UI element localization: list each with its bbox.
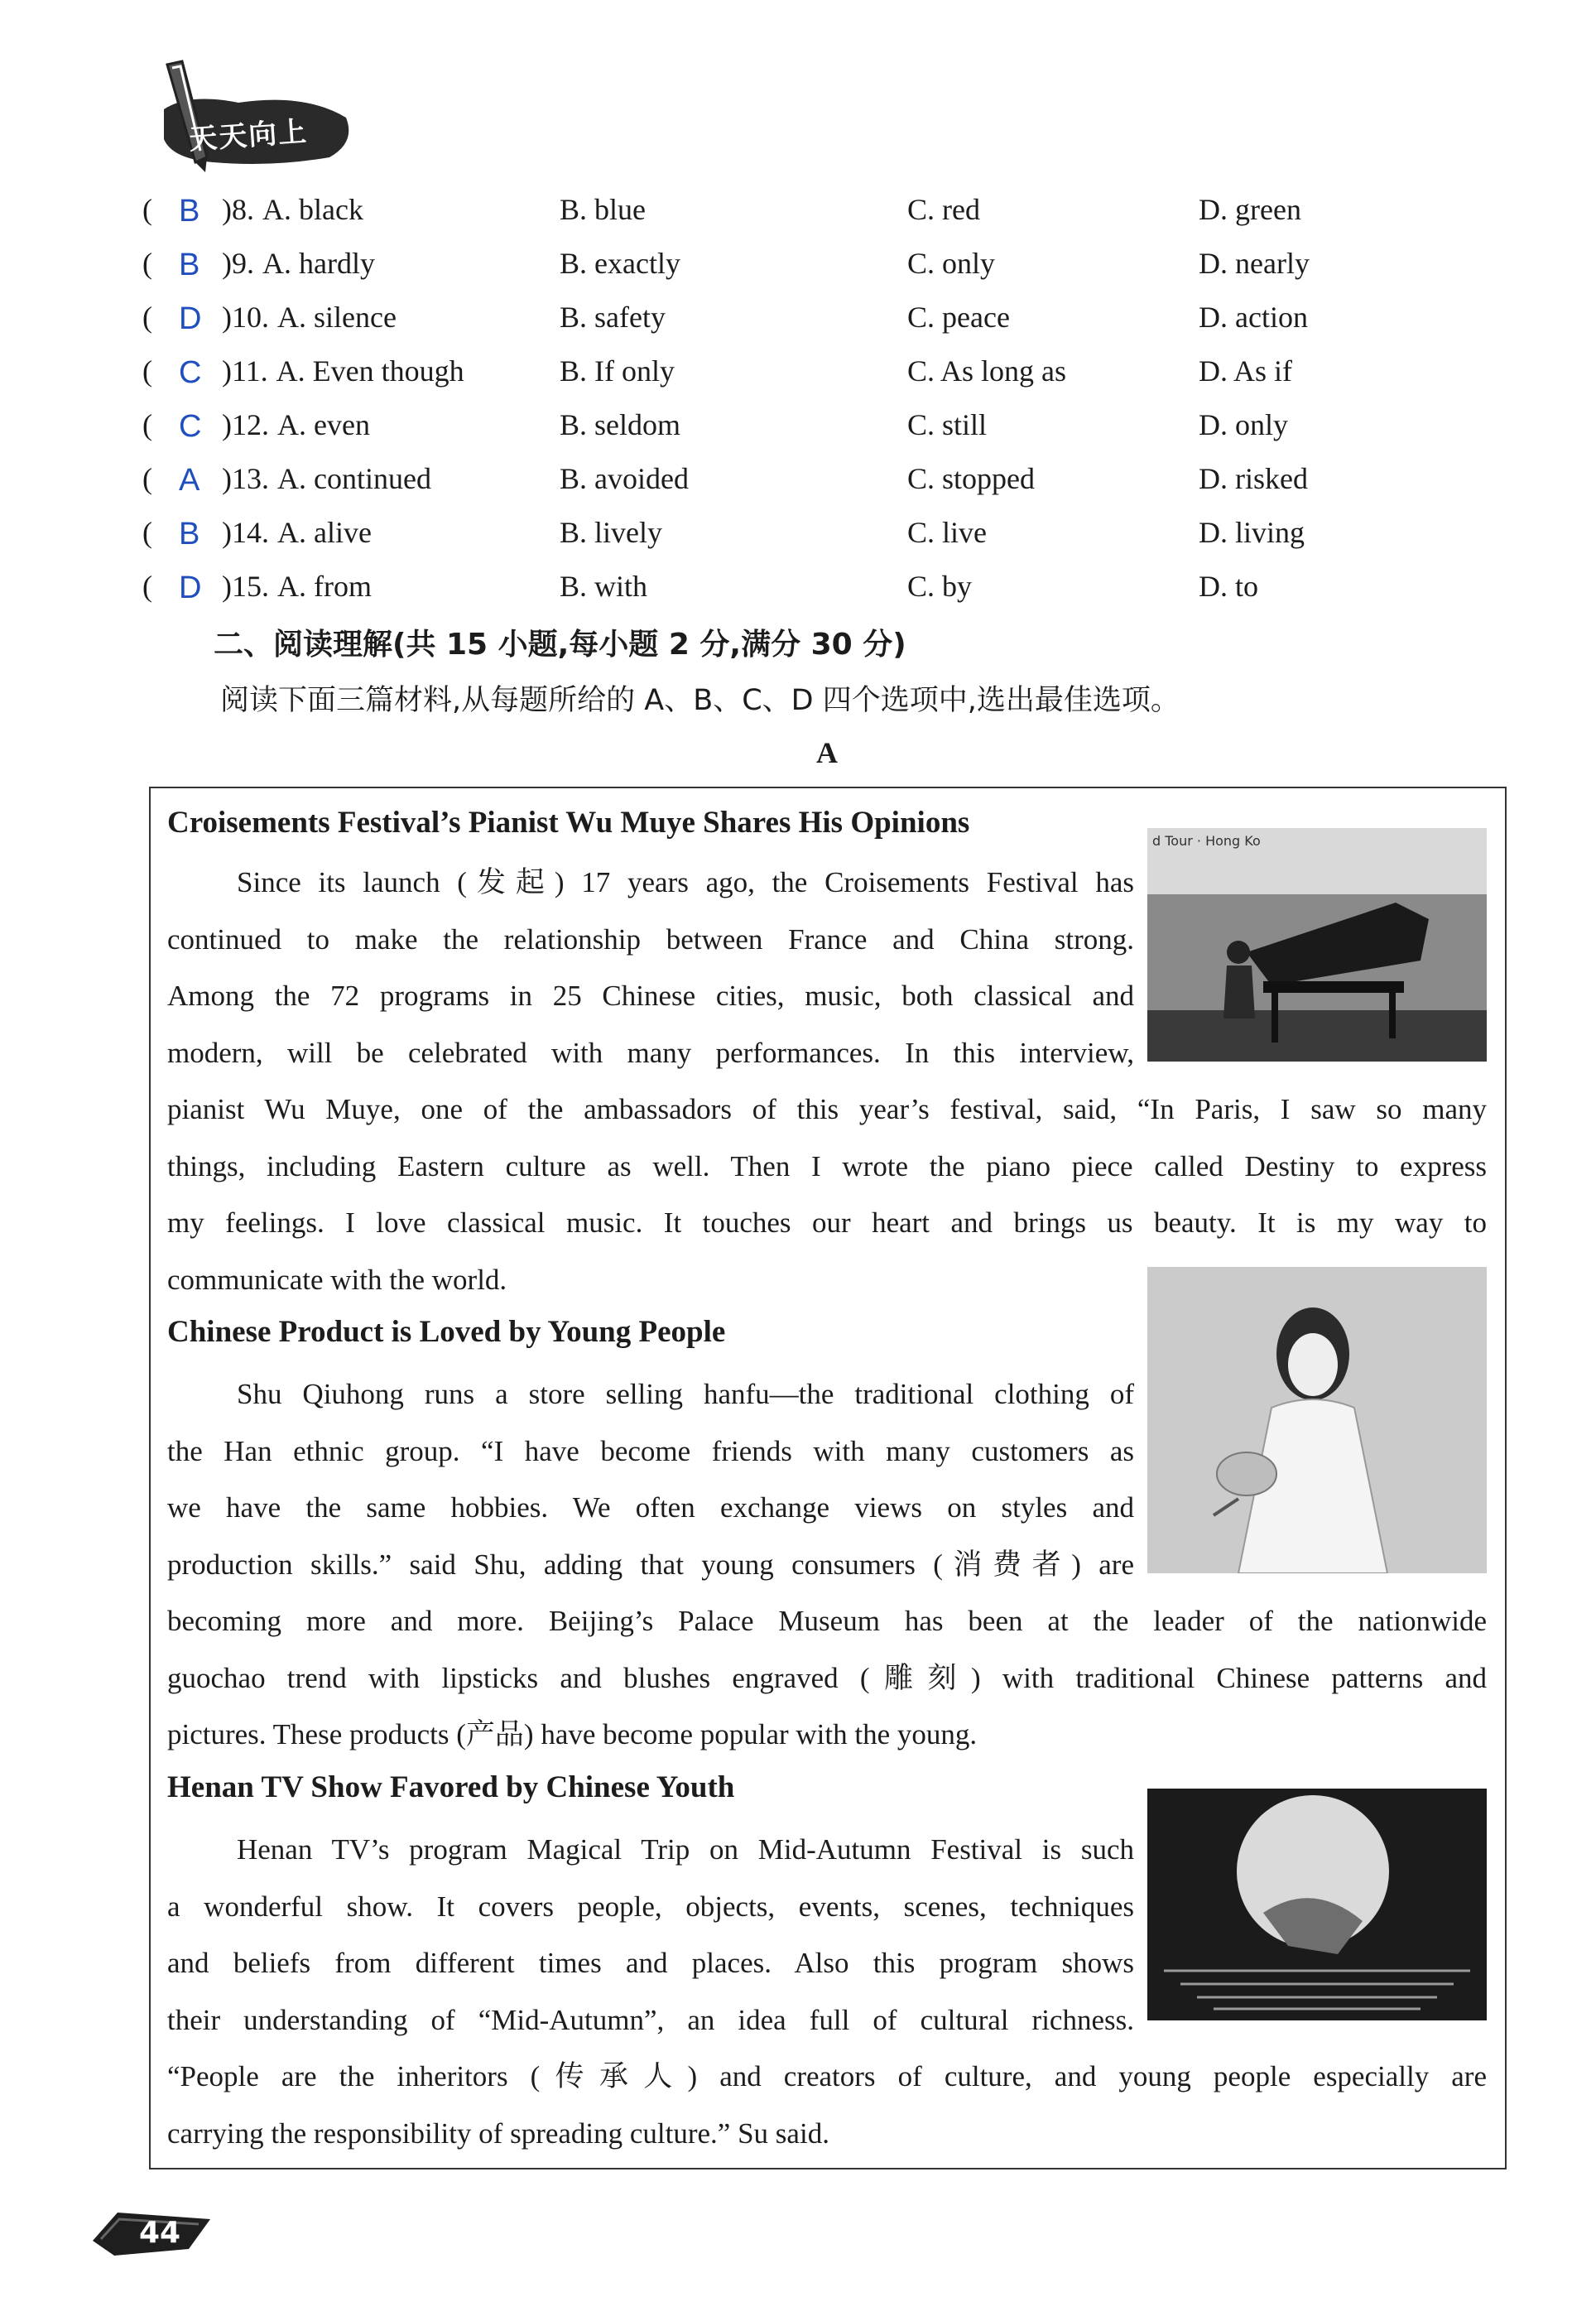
option-d: D. living — [1199, 516, 1305, 549]
text-line: Among the 72 programs in 25 Chinese cities, music, both classical and — [167, 980, 1134, 1012]
option-c: C. still — [907, 408, 988, 441]
text-line: “People are the inheritors (传承人) and creators of culture, and young people especially are — [167, 2060, 1487, 2092]
text-line: carrying the responsibility of spreading culture.” Su said. — [167, 2116, 829, 2150]
text-line: becoming more and more. Beijing’s Palace Museum has been at the leader of the nationwide — [167, 1605, 1487, 1637]
option-a: A. alive — [277, 516, 372, 549]
open-paren: ( — [142, 570, 152, 603]
question-number: )14. — [222, 516, 269, 549]
option-d: D. risked — [1199, 462, 1308, 495]
article-body-2b — [167, 1593, 1487, 1764]
text-line: Since its launch (发起) 17 years ago, the Croisements Festival has — [237, 866, 1134, 898]
question-number-option-a — [222, 407, 370, 442]
option-d: D. only — [1199, 408, 1288, 441]
pianist-photo — [1147, 828, 1487, 1062]
question-row — [142, 461, 1368, 515]
option-b: B. avoided — [560, 462, 689, 495]
question-number: )11. — [222, 354, 268, 388]
page-number: 44 — [139, 2216, 181, 2250]
option-a: A. silence — [277, 301, 397, 334]
question-number: )12. — [222, 408, 269, 441]
option-d: D. green — [1199, 193, 1301, 226]
question-number-option-a — [222, 569, 372, 604]
answer-mark: B — [179, 517, 200, 551]
open-paren: ( — [142, 301, 152, 334]
option-b: B. exactly — [560, 247, 680, 280]
option-c: C. by — [907, 570, 973, 603]
option-d: D. nearly — [1199, 247, 1310, 280]
text-line: the Han ethnic group. “I have become friends with many customers as — [167, 1434, 1134, 1467]
option-b: B. safety — [560, 301, 666, 334]
option-a: A. hardly — [262, 247, 375, 280]
answer-mark: C — [179, 409, 202, 444]
option-a: A. even — [277, 408, 370, 441]
answer-mark: D — [179, 301, 202, 336]
question-number-option-a — [222, 461, 431, 496]
section-title: 二、阅读理解(共 15 小题,每小题 2 分,满分 30 分) — [214, 628, 906, 662]
text-line: their understanding of “Mid-Autumn”, an idea full of cultural richness. — [167, 2003, 1134, 2036]
open-paren: ( — [142, 247, 152, 280]
option-d: D. action — [1199, 301, 1308, 334]
text-line: production skills.” said Shu, adding that young consumers (消费者) are — [167, 1548, 1134, 1581]
text-line: continued to make the relationship between France and China strong. — [167, 922, 1134, 956]
answer-mark: A — [179, 463, 200, 498]
answer-mark: B — [179, 194, 200, 229]
text-line: pictures. These products (产品) have become popular with the young. — [167, 1718, 978, 1750]
open-paren: ( — [142, 408, 152, 441]
option-b: B. blue — [560, 193, 646, 226]
option-b: B. with — [560, 570, 648, 603]
text-line: pianist Wu Muye, one of the ambassadors of this year’s festival, said, “In Paris, I saw so many — [167, 1093, 1487, 1125]
option-b: B. seldom — [560, 408, 681, 441]
question-number-option-a — [222, 246, 375, 281]
option-b: B. lively — [560, 516, 662, 549]
article-title-2: Chinese Product is Loved by Young People — [167, 1315, 726, 1349]
article-body-3b — [167, 2049, 1487, 2162]
question-number-option-a — [222, 192, 363, 227]
question-row — [142, 515, 1368, 569]
photo-caption: d Tour · Hong Ko — [1152, 833, 1261, 849]
question-number-option-a — [222, 515, 372, 550]
option-a: A. black — [262, 193, 363, 226]
logo-text: 天天向上 — [188, 115, 310, 157]
question-number: )8. — [222, 193, 254, 226]
open-paren: ( — [142, 354, 152, 388]
answer-mark: C — [179, 355, 202, 390]
text-line: communicate with the world. — [167, 1263, 507, 1296]
option-c: C. stopped — [907, 462, 1036, 495]
text-line: and beliefs from different times and places. Also this program shows — [167, 1947, 1134, 1979]
open-paren: ( — [142, 462, 152, 495]
header-logo — [139, 60, 371, 176]
question-row — [142, 300, 1368, 354]
hanfu-photo — [1147, 1267, 1487, 1573]
question-number: )13. — [222, 462, 269, 495]
option-a: A. continued — [277, 462, 431, 495]
answer-mark: D — [179, 571, 202, 605]
option-b: B. If only — [560, 354, 675, 388]
text-line: modern, will be celebrated with many performances. In this interview, — [167, 1036, 1134, 1069]
text-line: we have the same hobbies. We often exchange views on styles and — [167, 1491, 1134, 1524]
article-title-3: Henan TV Show Favored by Chinese Youth — [167, 1770, 735, 1804]
text-line: a wonderful show. It covers people, objects, events, scenes, techniques — [167, 1890, 1134, 1923]
question-row — [142, 192, 1368, 246]
option-a: A. from — [277, 570, 372, 603]
option-a: A. Even though — [276, 354, 464, 388]
article-title-1: Croisements Festival’s Pianist Wu Muye Shares His Opinions — [167, 806, 970, 840]
article-body-1a — [167, 855, 1134, 1081]
option-c: C. live — [907, 516, 987, 549]
question-row — [142, 354, 1368, 407]
question-row — [142, 246, 1368, 300]
option-c: C. only — [907, 247, 996, 280]
option-d: D. As if — [1199, 354, 1293, 388]
question-number-option-a — [222, 300, 397, 335]
option-c: C. peace — [907, 301, 1010, 334]
question-number-option-a — [222, 354, 464, 388]
passage-label: A — [816, 736, 838, 769]
question-number: )15. — [222, 570, 269, 603]
question-row — [142, 407, 1368, 461]
text-line: guochao trend with lipsticks and blushes engraved (雕刻) with traditional Chinese patterns and — [167, 1661, 1487, 1694]
article-body-2a — [167, 1366, 1134, 1593]
moon-stage-photo — [1147, 1789, 1487, 2020]
open-paren: ( — [142, 516, 152, 549]
text-line: things, including Eastern culture as well. Then I wrote the piano piece called Destiny to express — [167, 1149, 1487, 1182]
question-row — [142, 569, 1368, 623]
open-paren: ( — [142, 193, 152, 226]
text-line: Shu Qiuhong runs a store selling hanfu—the traditional clothing of — [237, 1378, 1134, 1410]
option-d: D. to — [1199, 570, 1258, 603]
option-c: C. red — [907, 193, 980, 226]
question-number: )10. — [222, 301, 269, 334]
section-instruction: 阅读下面三篇材料,从每题所给的 A、B、C、D 四个选项中,选出最佳选项。 — [220, 684, 1180, 717]
text-line: my feelings. I love classical music. It touches our heart and brings us beauty. It is my way to — [167, 1206, 1487, 1239]
article-body-3a — [167, 1822, 1134, 2049]
option-c: C. As long as — [907, 354, 1067, 388]
question-list — [142, 192, 1368, 623]
text-line: Henan TV’s program Magical Trip on Mid-Autumn Festival is such — [237, 1833, 1134, 1866]
question-number: )9. — [222, 247, 254, 280]
answer-mark: B — [179, 248, 200, 282]
